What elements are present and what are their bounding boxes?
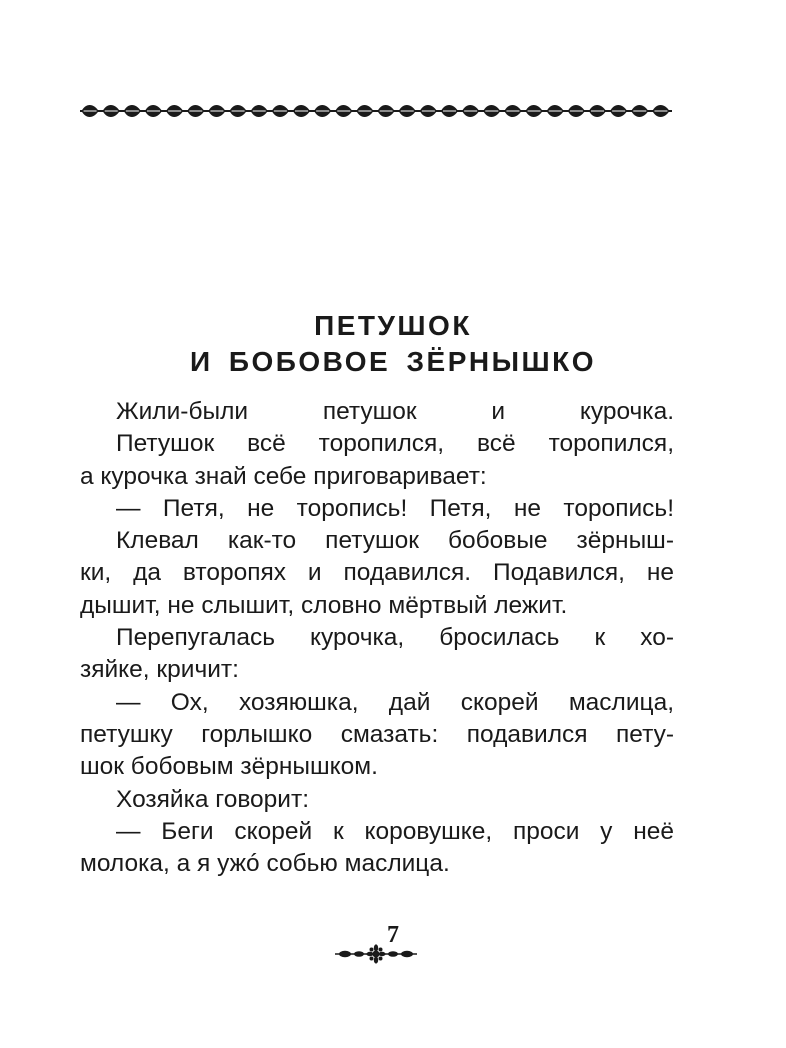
page-number: 7: [387, 922, 399, 948]
story-title-line-1: ПЕТУШОК: [314, 310, 472, 341]
story-line: зяйке, кричит:: [80, 656, 239, 684]
story-line: дышит, не слышит, словно мёртвый лежит.: [80, 591, 568, 619]
story-line: а курочка знай себе приговаривает:: [80, 462, 487, 490]
story-line: шок бобовым зёрнышком.: [80, 753, 378, 781]
story-line: Петушок всё торопился, всё торопился,: [116, 430, 674, 458]
story-line: — Ох, хозяюшка, дай скорей маслица,: [116, 688, 674, 716]
story-title-line-2: И БОБОВОЕ ЗЁРНЫШКО: [189, 346, 597, 377]
decorative-flower-icon: [333, 944, 419, 964]
story-line: Клевал как-то петушок бобовые зёрныш-: [116, 527, 674, 555]
story-line: ки, да второпях и подавился. Подавился, не: [80, 559, 674, 587]
story-line: Хозяйка говорит:: [116, 785, 310, 813]
story-line: молока, а я ужó собью маслица.: [80, 850, 450, 878]
decorative-vine-border-icon: [80, 100, 672, 122]
story-line: Жили-были петушок и курочка.: [116, 398, 674, 425]
story-title: [0, 308, 786, 380]
story-line: Перепугалась курочка, бросилась к хо-: [116, 624, 674, 652]
story-line: — Беги скорей к коровушке, проси у неё: [116, 817, 674, 845]
story-line: петушку горлышко смазать: подавился пету-: [80, 720, 674, 748]
story-line: — Петя, не торопись! Петя, не торопись!: [116, 494, 674, 522]
story-text: [80, 396, 674, 880]
